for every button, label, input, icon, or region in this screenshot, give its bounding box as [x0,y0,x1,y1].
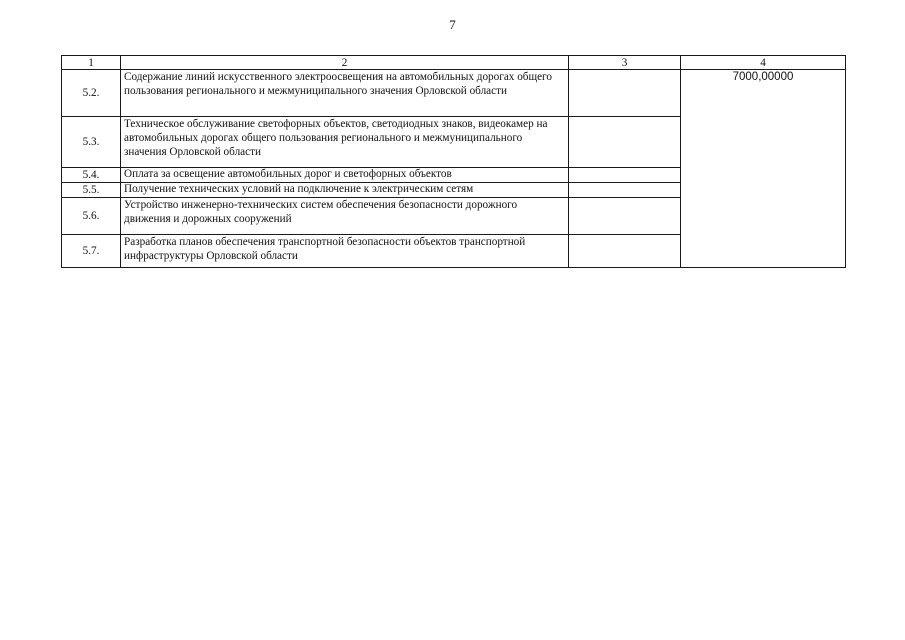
page-number: 7 [449,17,456,32]
row-number: 5.7. [62,235,121,268]
table-row [62,70,846,117]
row-number: 5.5. [62,183,121,198]
row-description: Разработка планов обеспечения транспортной безопасности объектов транспортной инфраструктуры Орловской области [121,235,569,268]
row-number: 5.4. [62,168,121,183]
row-description: Получение технических условий на подключение к электрическим сетям [121,183,569,198]
row-number: 5.2. [62,70,121,117]
column-header-3: 3 [569,56,681,70]
total-value-cell: 7000,00000 [681,70,846,268]
table-header-row [62,56,846,70]
row-col3 [569,183,681,198]
row-col3 [569,70,681,117]
column-header-4: 4 [681,56,846,70]
row-number: 5.3. [62,117,121,168]
row-number: 5.6. [62,198,121,235]
row-description: Оплата за освещение автомобильных дорог и светофорных объектов [121,168,569,183]
row-col3 [569,235,681,268]
row-description: Содержание линий искусственного электроосвещения на автомобильных дорогах общего пользования регионального и межмуниципального значения Орловской области [121,70,569,117]
row-col3 [569,168,681,183]
row-description: Техническое обслуживание светофорных объектов, светодиодных знаков, видеокамер на автомобильных дорогах общего пользования регионального и межмуниципального значения Орловской области [121,117,569,168]
budget-table [61,55,846,268]
column-header-2: 2 [121,56,569,70]
row-description: Устройство инженерно-технических систем обеспечения безопасности дорожного движения и дорожных сооружений [121,198,569,235]
column-header-1: 1 [62,56,121,70]
row-col3 [569,198,681,235]
row-col3 [569,117,681,168]
